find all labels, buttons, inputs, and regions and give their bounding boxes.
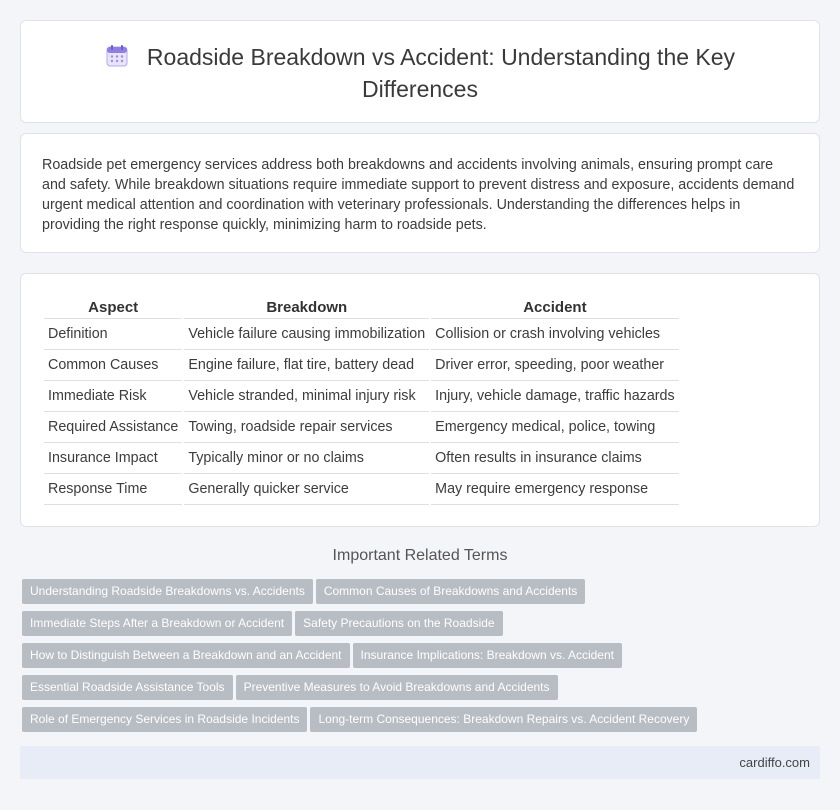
related-term-tag[interactable]: Common Causes of Breakdowns and Accidents — [316, 579, 585, 604]
footer-site-link[interactable]: cardiffo.com — [739, 755, 810, 770]
related-term-tag[interactable]: Insurance Implications: Breakdown vs. Accident — [353, 643, 622, 668]
title-line-2: Differences — [362, 76, 478, 102]
footer — [20, 746, 820, 779]
cell-accident: Often results in insurance claims — [431, 443, 678, 474]
cell-breakdown: Engine failure, flat tire, battery dead — [184, 350, 429, 381]
intro-paragraph: Roadside pet emergency services address both breakdowns and accidents involving animals, ensuring prompt care and safety. While breakdown situations require immediate support to prevent distress and exposure, accidents demand urgent medical attention and coordination with veterinary professionals. Understanding the differences helps in providing the right response quickly, minimizing harm to roadside pets. — [42, 157, 795, 233]
header-accident: Accident — [431, 297, 678, 319]
related-term-tag[interactable]: Essential Roadside Assistance Tools — [22, 675, 233, 700]
header-card — [20, 20, 820, 123]
cell-aspect: Response Time — [44, 474, 182, 505]
intro-card — [20, 133, 820, 253]
calendar-icon — [105, 44, 129, 75]
related-term-tag[interactable]: Preventive Measures to Avoid Breakdowns and Accidents — [236, 675, 558, 700]
related-terms-heading: Important Related Terms — [332, 547, 508, 564]
table-row — [44, 443, 679, 474]
cell-accident: Driver error, speeding, poor weather — [431, 350, 678, 381]
cell-accident: Collision or crash involving vehicles — [431, 319, 678, 350]
tag-row — [22, 707, 722, 739]
cell-breakdown: Typically minor or no claims — [184, 443, 429, 474]
tag-row — [22, 579, 722, 611]
related-term-tag[interactable]: Understanding Roadside Breakdowns vs. Accidents — [22, 579, 313, 604]
cell-accident: May require emergency response — [431, 474, 678, 505]
cell-aspect: Common Causes — [44, 350, 182, 381]
related-term-tag[interactable]: Role of Emergency Services in Roadside Incidents — [22, 707, 307, 732]
cell-aspect: Required Assistance — [44, 412, 182, 443]
cell-aspect: Definition — [44, 319, 182, 350]
table-row — [44, 474, 679, 505]
related-term-tag[interactable]: How to Distinguish Between a Breakdown and an Accident — [22, 643, 350, 668]
title-line-1: Roadside Breakdown vs Accident: Understanding the Key — [146, 44, 736, 70]
header-aspect: Aspect — [44, 297, 182, 319]
table-row — [44, 412, 679, 443]
header-breakdown: Breakdown — [184, 297, 429, 319]
table-row — [44, 350, 679, 381]
cell-breakdown: Vehicle failure causing immobilization — [184, 319, 429, 350]
comparison-card — [20, 273, 820, 527]
table-row — [44, 319, 679, 350]
tag-row — [22, 611, 722, 643]
related-terms-list — [22, 579, 722, 739]
cell-accident: Injury, vehicle damage, traffic hazards — [431, 381, 678, 412]
tag-row — [22, 675, 722, 707]
cell-breakdown: Towing, roadside repair services — [184, 412, 429, 443]
related-term-tag[interactable]: Safety Precautions on the Roadside — [295, 611, 502, 636]
cell-breakdown: Vehicle stranded, minimal injury risk — [184, 381, 429, 412]
related-term-tag[interactable]: Immediate Steps After a Breakdown or Accident — [22, 611, 292, 636]
page-title — [21, 43, 819, 104]
comparison-table — [42, 297, 681, 505]
cell-accident: Emergency medical, police, towing — [431, 412, 678, 443]
cell-aspect: Immediate Risk — [44, 381, 182, 412]
tag-row — [22, 643, 722, 675]
cell-aspect: Insurance Impact — [44, 443, 182, 474]
related-term-tag[interactable]: Long-term Consequences: Breakdown Repairs vs. Accident Recovery — [310, 707, 697, 732]
table-header-row — [44, 297, 679, 319]
table-row — [44, 381, 679, 412]
cell-breakdown: Generally quicker service — [184, 474, 429, 505]
